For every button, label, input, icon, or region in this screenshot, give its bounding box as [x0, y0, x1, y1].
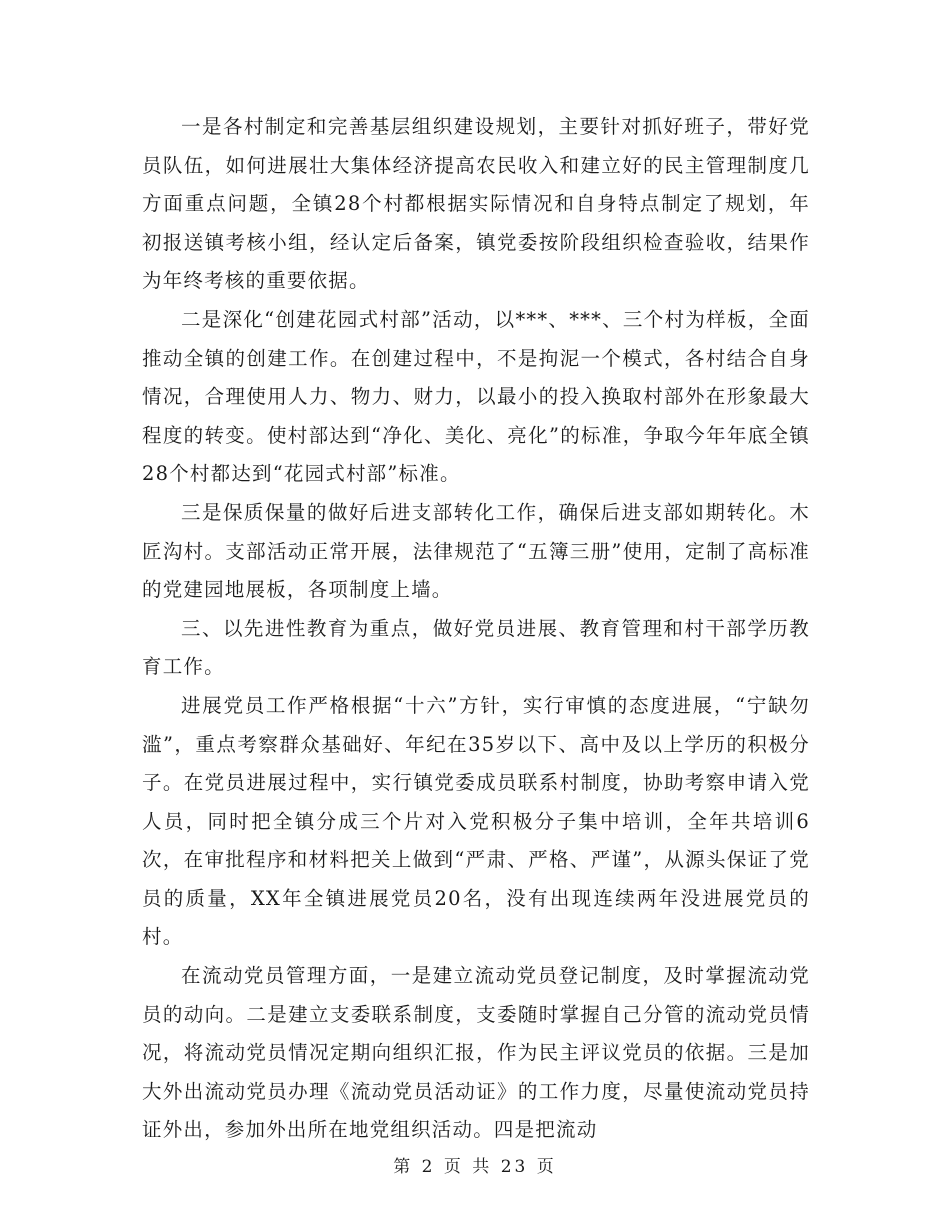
document-body [142, 108, 810, 1150]
paragraph-lagging-branch: 三是保质保量的做好后进支部转化工作，确保后进支部如期转化。木匠沟村。支部活动正常开展，法律规范了“五簿三册”使用，定制了高标准的党建园地展板，各项制度上墙。 [142, 500, 810, 602]
page-footer: 第 2 页 共 23 页 [393, 1157, 557, 1177]
paragraph-garden-village: 二是深化“创建花园式村部”活动，以***、***、三个村为样板，全面推动全镇的创建工作。在创建过程中，不是拘泥一个模式，各村结合自身情况，合理使用人力、物力、财力，以最小的投入换取村部外在形象最大程度的转变。使村部达到“净化、美化、亮化”的标准，争取今年年底全镇28个村都达到“花园式村部”标准。 [142, 307, 810, 486]
paragraph-member-development: 进展党员工作严格根据“十六”方针，实行审慎的态度进展，“宁缺勿滥”，重点考察群众基础好、年纪在35岁以下、高中及以上学历的积极分子。在党员进展过程中，实行镇党委成员联系村制度，协助考察申请入党人员，同时把全镇分成三个片对入党积极分子集中培训，全年共培训6次，在审批程序和材料把关上做到“严肃、严格、严谨”，从源头保证了党员的质量，XX年全镇进展党员20名，没有出现连续两年没进展党员的村。 [142, 693, 810, 949]
paragraph-mobile-members: 在流动党员管理方面，一是建立流动党员登记制度，及时掌握流动党员的动向。二是建立支委联系制度，支委随时掌握自己分管的流动党员情况，将流动党员情况定期向组织汇报，作为民主评议党员的依据。三是加大外出流动党员办理《流动党员活动证》的工作力度，尽量使流动党员持证外出，参加外出所在地党组织活动。四是把流动 [142, 964, 810, 1142]
section-heading-three: 三、以先进性教育为重点，做好党员进展、教育管理和村干部学历教育工作。 [142, 616, 810, 679]
paragraph-village-planning: 一是各村制定和完善基层组织建设规划，主要针对抓好班子，带好党员队伍，如何进展壮大集体经济提高农民收入和建立好的民主管理制度几方面重点问题，全镇28个村都根据实际情况和自身特点制定了规划，年初报送镇考核小组，经认定后备案，镇党委按阶段组织检查验收，结果作为年终考核的重要依据。 [142, 115, 810, 293]
